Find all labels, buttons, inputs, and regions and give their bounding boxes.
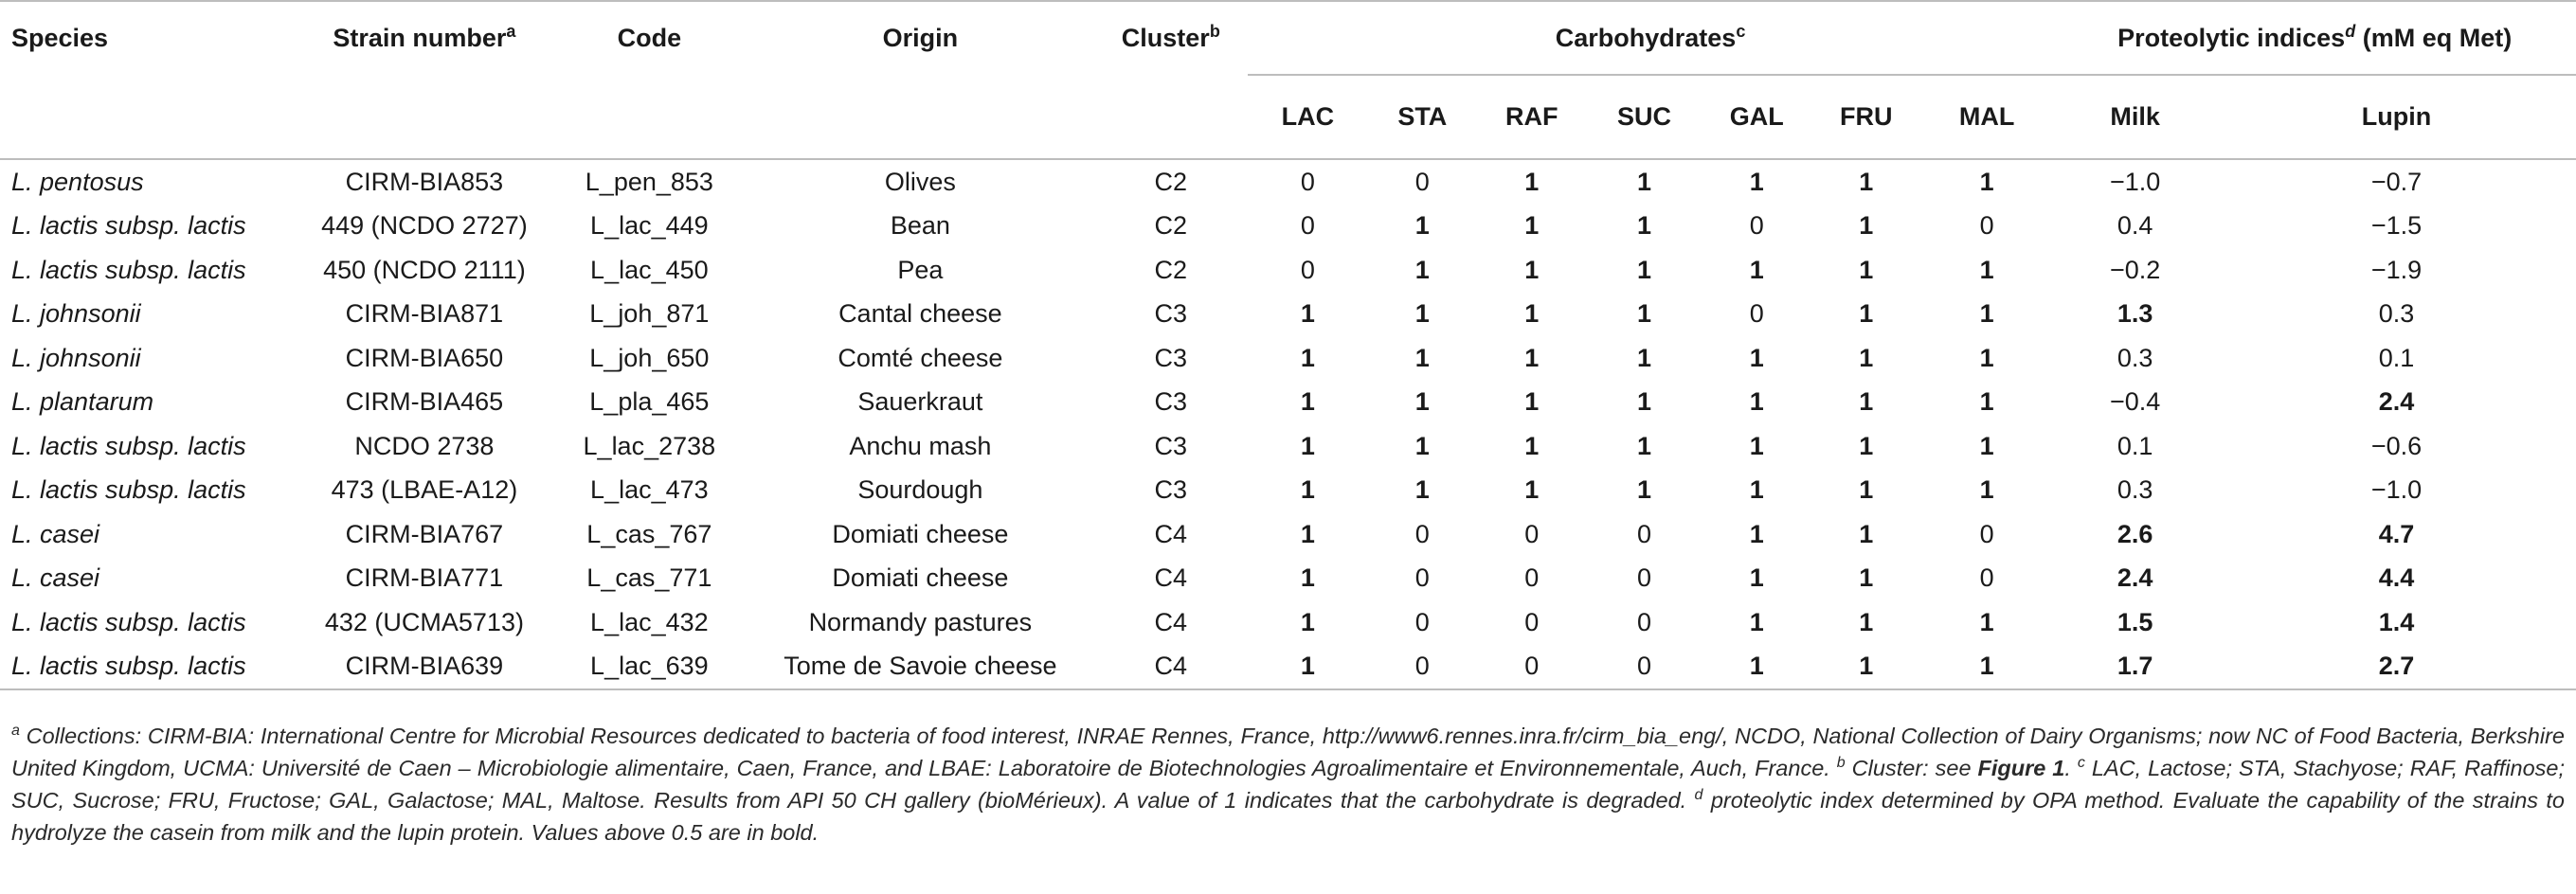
cell-mal: 1 xyxy=(1979,387,1994,417)
cell-lupin: 2.7 xyxy=(2217,645,2576,690)
footnote-b-marker: b xyxy=(1836,755,1846,772)
cell-raf: 0 xyxy=(1524,607,1540,636)
cell-raf: 1 xyxy=(1524,167,1540,196)
cell-gal: 1 xyxy=(1749,167,1764,196)
cell-sta: 1 xyxy=(1414,475,1430,505)
cell-origin: Comté cheese xyxy=(838,343,1003,372)
cell-species: L. johnsonii xyxy=(11,343,141,372)
cell-cluster: C2 xyxy=(1154,167,1188,196)
cell-strain-number: 450 (NCDO 2111) xyxy=(323,255,526,284)
subheader-empty xyxy=(552,75,747,159)
cell-code: L_cas_767 xyxy=(586,519,712,548)
cell-origin: Olives xyxy=(884,167,956,196)
cell-suc: 0 xyxy=(1587,645,1702,690)
cell-species: L. pentosus xyxy=(11,167,144,196)
cell-code: L_lac_432 xyxy=(590,607,709,636)
cell-mal: 1 xyxy=(1979,475,1994,505)
cell-cluster: C3 xyxy=(1154,431,1188,460)
cell-mal: 1 xyxy=(1979,343,1994,372)
cell-milk: 0.3 xyxy=(2117,343,2153,372)
cell-lac: 1 xyxy=(1248,645,1368,690)
cell-origin: Sauerkraut xyxy=(857,387,983,417)
cell-lupin: 1.4 xyxy=(2378,607,2415,636)
col-header-code: Code xyxy=(552,1,747,75)
cell-gal: 0 xyxy=(1749,211,1764,241)
cell-species: L. lactis subsp. lactis xyxy=(11,431,246,460)
cell-code: L_lac_639 xyxy=(552,645,747,690)
cell-origin: Pea xyxy=(897,255,944,284)
table-row xyxy=(0,159,2576,205)
cell-gal: 1 xyxy=(1749,607,1764,636)
cell-species: L. casei xyxy=(11,563,100,593)
cell-raf: 1 xyxy=(1524,475,1540,505)
cell-gal: 1 xyxy=(1749,343,1764,372)
cell-lac: 0 xyxy=(1300,167,1315,196)
cell-sta: 1 xyxy=(1414,431,1430,460)
cell-gal: 1 xyxy=(1749,387,1764,417)
cell-strain-number: 473 (LBAE-A12) xyxy=(331,475,518,505)
cell-origin: Anchu mash xyxy=(849,431,992,460)
cell-lac: 1 xyxy=(1300,343,1315,372)
subheader-empty xyxy=(1094,75,1248,159)
cell-strain-number: CIRM-BIA639 xyxy=(297,645,552,690)
cell-lac: 0 xyxy=(1300,255,1315,284)
cell-lac: 1 xyxy=(1300,431,1315,460)
cell-mal: 1 xyxy=(1979,167,1994,196)
cell-gal: 1 xyxy=(1749,431,1764,460)
subheader-lac: LAC xyxy=(1248,75,1368,159)
cell-raf: 1 xyxy=(1524,431,1540,460)
cell-raf: 0 xyxy=(1524,519,1540,548)
cell-species: L. lactis subsp. lactis xyxy=(11,607,246,636)
cell-lac: 1 xyxy=(1300,563,1315,593)
cell-strain-number: 449 (NCDO 2727) xyxy=(321,211,528,241)
table-row xyxy=(0,205,2576,249)
cell-raf: 1 xyxy=(1524,387,1540,417)
cell-milk: 1.5 xyxy=(2117,607,2153,636)
subheader-empty xyxy=(297,75,552,159)
subheader-sta: STA xyxy=(1368,75,1476,159)
cell-cluster: C4 xyxy=(1154,563,1188,593)
subheader-milk: Milk xyxy=(2053,75,2217,159)
cell-cluster: C4 xyxy=(1154,519,1188,548)
cell-milk: 0.1 xyxy=(2117,431,2153,460)
cell-gal: 1 xyxy=(1749,519,1764,548)
cell-fru: 1 xyxy=(1859,255,1874,284)
cell-strain-number: CIRM-BIA465 xyxy=(345,387,504,417)
cell-fru: 1 xyxy=(1859,519,1874,548)
footnote-b: Cluster: see xyxy=(1845,756,1978,780)
cell-suc: 1 xyxy=(1637,211,1652,241)
cell-fru: 1 xyxy=(1859,299,1874,329)
cell-sta: 0 xyxy=(1414,607,1430,636)
cell-code: L_lac_2738 xyxy=(583,431,716,460)
cell-fru: 1 xyxy=(1859,387,1874,417)
cell-strain-number: 432 (UCMA5713) xyxy=(324,607,524,636)
cell-mal: 1 xyxy=(1979,255,1994,284)
subheader-lupin: Lupin xyxy=(2217,75,2576,159)
table-row xyxy=(0,469,2576,513)
cell-cluster: C2 xyxy=(1154,255,1188,284)
cell-suc: 1 xyxy=(1637,387,1652,417)
cell-lupin: −0.7 xyxy=(2370,167,2423,196)
cell-species: L. johnsonii xyxy=(11,299,141,329)
cell-raf: 1 xyxy=(1524,255,1540,284)
cell-lac: 1 xyxy=(1300,607,1315,636)
cell-species: L. plantarum xyxy=(11,387,154,417)
cell-lac: 1 xyxy=(1300,519,1315,548)
cell-gal: 1 xyxy=(1749,475,1764,505)
cell-code: L_cas_771 xyxy=(586,563,712,593)
cell-cluster: C4 xyxy=(1094,645,1248,690)
cell-sta: 1 xyxy=(1414,387,1430,417)
cell-origin: Tome de Savoie cheese xyxy=(747,645,1094,690)
table-body xyxy=(0,159,2576,689)
cell-strain-number: NCDO 2738 xyxy=(354,431,495,460)
cell-mal: 1 xyxy=(1979,607,1994,636)
cell-cluster: C3 xyxy=(1154,387,1188,417)
cell-species: L. lactis subsp. lactis xyxy=(11,255,246,284)
cell-gal: 1 xyxy=(1749,563,1764,593)
table-row xyxy=(0,424,2576,469)
cell-lupin: 4.4 xyxy=(2378,563,2415,593)
col-header-cluster: Cluster$^b$ xyxy=(1094,1,1248,75)
cell-lac: 1 xyxy=(1300,475,1315,505)
cell-lupin: −1.5 xyxy=(2370,211,2423,241)
table-row xyxy=(0,557,2576,601)
cell-lupin: −0.6 xyxy=(2370,431,2423,460)
cell-fru: 1 xyxy=(1859,167,1874,196)
col-header-species: Species xyxy=(0,1,297,75)
subheader-fru: FRU xyxy=(1812,75,1920,159)
cell-milk: 2.4 xyxy=(2117,563,2153,593)
cell-code: L_pen_853 xyxy=(585,167,713,196)
subheader-suc: SUC xyxy=(1587,75,1702,159)
cell-origin: Normandy pastures xyxy=(808,607,1033,636)
cell-milk: −1.0 xyxy=(2110,167,2161,196)
cell-mal: 0 xyxy=(1979,519,1994,548)
cell-species: L. casei xyxy=(11,519,100,548)
cell-species: L. lactis subsp. lactis xyxy=(11,211,246,241)
cell-milk: 0.3 xyxy=(2117,475,2153,505)
cell-milk: −0.2 xyxy=(2110,255,2161,284)
cell-strain-number: CIRM-BIA650 xyxy=(345,343,504,372)
subheader-empty xyxy=(747,75,1094,159)
cell-sta: 0 xyxy=(1368,645,1476,690)
cell-lac: 1 xyxy=(1300,299,1315,329)
cell-strain-number: CIRM-BIA771 xyxy=(345,563,504,593)
cell-sta: 1 xyxy=(1414,343,1430,372)
cell-species: L. lactis subsp. lactis xyxy=(0,645,297,690)
cell-cluster: C3 xyxy=(1154,475,1188,505)
footnote-a-marker: a xyxy=(11,723,20,740)
col-header-origin: Origin xyxy=(747,1,1094,75)
table-row xyxy=(0,600,2576,645)
cell-cluster: C2 xyxy=(1154,211,1188,241)
cell-raf: 0 xyxy=(1524,563,1540,593)
subheader-mal: MAL xyxy=(1920,75,2053,159)
col-header-carbohydrates: Carbohydrates$^c$ xyxy=(1248,1,2054,75)
cell-milk: 1.7 xyxy=(2053,645,2217,690)
cell-suc: 0 xyxy=(1637,607,1652,636)
footnote-c: LAC, Lactose; STA, Stachyose; RAF, Raffinose; SUC, Sucrose; FRU, Fructose; GAL, Galactose; MAL, Maltose. Results from API 50 CH gallery (bioMérieux). A value of 1 indicates that the carbohydrate is degraded. xyxy=(11,756,2565,813)
cell-milk: −0.4 xyxy=(2110,387,2161,417)
cell-origin: Domiati cheese xyxy=(832,563,1009,593)
cell-raf: 1 xyxy=(1524,299,1540,329)
cell-suc: 0 xyxy=(1637,563,1652,593)
cell-suc: 1 xyxy=(1637,431,1652,460)
subheader-raf: RAF xyxy=(1477,75,1588,159)
cell-raf: 1 xyxy=(1524,343,1540,372)
cell-mal: 0 xyxy=(1979,563,1994,593)
cell-lupin: 0.3 xyxy=(2378,299,2415,329)
table-row xyxy=(0,248,2576,293)
cell-fru: 1 xyxy=(1859,475,1874,505)
cell-sta: 0 xyxy=(1414,563,1430,593)
cell-origin: Sourdough xyxy=(857,475,983,505)
table-row xyxy=(0,336,2576,381)
cell-raf: 1 xyxy=(1524,211,1540,241)
cell-mal: 1 xyxy=(1920,645,2053,690)
subheader-gal: GAL xyxy=(1702,75,1812,159)
cell-code: L_lac_473 xyxy=(590,475,709,505)
cell-cluster: C3 xyxy=(1154,299,1188,329)
footnote-a: Collections: CIRM-BIA: International Centre for Microbial Resources dedicated to bacteria of food interest, INRAE Rennes, France, http://www6.rennes.inra.fr/cirm_bia_eng/, NCDO, National Collection of Dairy Organisms; now NC of Food Bacteria, Berkshire United Kingdom, UCMA: Université de Caen – Microbiologie alimentaire, Caen, France, and LBAE: Laboratoire de Biotechnologies Agroalimentaire et Environnementale, Auch, France. xyxy=(11,724,2565,780)
cell-fru: 1 xyxy=(1812,645,1920,690)
cell-lupin: −1.9 xyxy=(2370,255,2423,284)
cell-gal: 0 xyxy=(1749,299,1764,329)
cell-gal: 1 xyxy=(1749,255,1764,284)
cell-code: L_pla_465 xyxy=(589,387,710,417)
cell-origin: Cantal cheese xyxy=(838,299,1002,329)
cell-code: L_joh_650 xyxy=(589,343,710,372)
cell-fru: 1 xyxy=(1859,431,1874,460)
cell-suc: 1 xyxy=(1637,255,1652,284)
cell-sta: 1 xyxy=(1414,299,1430,329)
cell-lupin: −1.0 xyxy=(2370,475,2423,505)
cell-suc: 0 xyxy=(1637,519,1652,548)
cell-origin: Domiati cheese xyxy=(832,519,1009,548)
cell-gal: 1 xyxy=(1702,645,1812,690)
cell-sta: 0 xyxy=(1414,167,1430,196)
cell-milk: 2.6 xyxy=(2117,519,2153,548)
cell-suc: 1 xyxy=(1637,343,1652,372)
table-row xyxy=(0,381,2576,425)
cell-strain-number: CIRM-BIA767 xyxy=(345,519,504,548)
footnote-c-marker: c xyxy=(2077,755,2085,772)
cell-fru: 1 xyxy=(1859,563,1874,593)
footnote-d-marker: d xyxy=(1694,787,1703,804)
cell-fru: 1 xyxy=(1859,607,1874,636)
cell-suc: 1 xyxy=(1637,167,1652,196)
cell-strain-number: CIRM-BIA853 xyxy=(345,167,504,196)
cell-milk: 1.3 xyxy=(2117,299,2153,329)
cell-lupin: 4.7 xyxy=(2378,519,2415,548)
table-row xyxy=(0,645,2576,690)
cell-code: L_lac_449 xyxy=(590,211,709,241)
cell-fru: 1 xyxy=(1859,211,1874,241)
cell-lac: 1 xyxy=(1300,387,1315,417)
cell-cluster: C4 xyxy=(1154,607,1188,636)
cell-mal: 0 xyxy=(1979,211,1994,241)
footnote-d: proteolytic index determined by OPA method. Evaluate the capability of the strains to hydrolyze the casein from milk and the lupin protein. Values above 0.5 are in bold. xyxy=(11,788,2565,845)
cell-species: L. lactis subsp. lactis xyxy=(11,475,246,505)
cell-raf: 0 xyxy=(1477,645,1588,690)
figure-1-link[interactable]: Figure 1 xyxy=(1977,756,2065,780)
subheader-row xyxy=(0,75,2576,159)
table-row xyxy=(0,512,2576,557)
cell-suc: 1 xyxy=(1637,299,1652,329)
cell-sta: 0 xyxy=(1414,519,1430,548)
cell-code: L_joh_871 xyxy=(589,299,710,329)
cell-strain-number: CIRM-BIA871 xyxy=(345,299,504,329)
cell-code: L_lac_450 xyxy=(590,255,709,284)
cell-mal: 1 xyxy=(1979,431,1994,460)
subheader-empty xyxy=(0,75,297,159)
header-row xyxy=(0,1,2576,75)
cell-fru: 1 xyxy=(1859,343,1874,372)
col-header-strain-number: Strain number$^a$ xyxy=(297,1,552,75)
cell-cluster: C3 xyxy=(1154,343,1188,372)
col-header-proteolytic: Proteolytic indices$^d$ (mM eq Met) xyxy=(2053,1,2576,75)
table-row xyxy=(0,293,2576,337)
cell-suc: 1 xyxy=(1637,475,1652,505)
cell-sta: 1 xyxy=(1414,255,1430,284)
cell-lupin: 0.1 xyxy=(2378,343,2415,372)
cell-sta: 1 xyxy=(1414,211,1430,241)
cell-mal: 1 xyxy=(1979,299,1994,329)
cell-lac: 0 xyxy=(1300,211,1315,241)
cell-milk: 0.4 xyxy=(2117,211,2153,241)
cell-origin: Bean xyxy=(890,211,950,241)
table-footnotes: $^a$ Collections: CIRM-BIA: International Centre for Microbial Resources dedicated to bacteria of food interest, INRAE Rennes, France, http://www6.rennes.inra.fr/cirm_bia_eng/, NCDO, National Collection of Dairy Organisms; now NC of Food Bacteria, Berkshire United Kingdom, UCMA: Université de Caen – Microbiologie alimentaire, Caen, France, and LBAE: Laboratoire de Biotechnologies Agroalimentaire et Environnementale, Auch, France. $^b$ Cluster: see Figure 1. $^c$ LAC, Lactose; STA, Stachyose; RAF, Raffinose; SUC, Sucrose; FRU, Fructose; GAL, Galactose; MAL, Maltose. Results from API 50 CH gallery (bioMérieux). A value of 1 indicates that the carbohydrate is degraded. $^d$ proteolytic index determined by OPA method. Evaluate the capability of the strains to hydrolyze the casein from milk and the lupin protein. Values above 0.5 are in bold. xyxy=(11,723,2565,845)
cell-lupin: 2.4 xyxy=(2378,387,2415,417)
